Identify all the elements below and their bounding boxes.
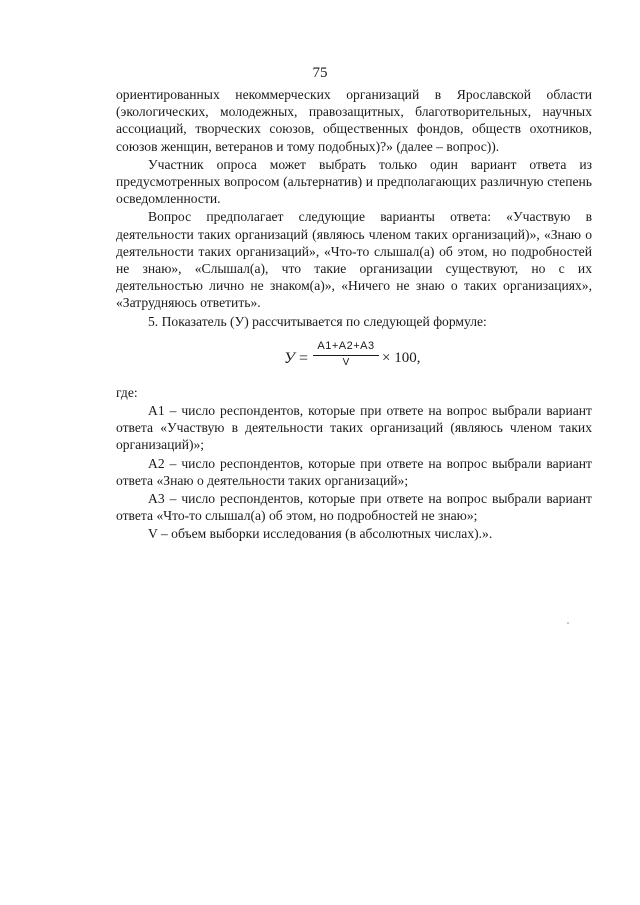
definition-v: V – объем выборки исследования (в абсолютных числах).». [148,526,493,542]
scan-speck [567,622,569,624]
formula-numerator: А1+А2+А3 [313,340,379,356]
formula-denominator: V [342,356,350,368]
paragraph-indicator-formula-intro: 5. Показатель (У) рассчитывается по следующей формуле: [148,313,487,329]
formula-lhs: У [284,349,295,367]
definition-a3: А3 – число респондентов, которые при ответе на вопрос выбрали вариант ответа «Что-то слышал(а) об этом, но подробностей не знаю»; [116,491,592,524]
indicator-formula [116,340,592,382]
where-label: где: [116,384,138,400]
formula-equals: = [299,349,309,367]
paragraph-answer-options: Вопрос предполагает следующие варианты ответа: «Участвую в деятельности таких организаций (являюсь членом таких организаций)», «Знаю о деятельности таких организаций», «Что-то слышал(а) об этом, но подробностей не знаю», «Слышал(а), что такие организации существуют, но с их деятельностью лично не знаком(а)», «Ничего не знаю о таких организациях», «Затрудняюсь ответить». [116,209,592,311]
formula-fraction [313,340,379,369]
paragraph-question-continuation: ориентированных некоммерческих организаций в Ярославской области (экологических, молодежных, правозащитных, благотворительных, научных ассоциаций, творческих союзов, общественных фондов, обществ охотников, союзов женщин, ветеранов и тому подобных)?» (далее – вопрос)). [116,87,592,154]
document-body [116,86,592,543]
page-number: 75 [312,65,328,81]
definition-a2: А2 – число респондентов, которые при ответе на вопрос выбрали вариант ответа «Знаю о деятельности таких организаций»; [116,455,592,488]
paragraph-single-choice: Участник опроса может выбрать только один вариант ответа из предусмотренных вопросом (альтернатив) и предполагающих различную степень осведомленности. [116,156,592,207]
definition-a1: А1 – число респондентов, которые при ответе на вопрос выбрали вариант ответа «Участвую в деятельности таких организаций (являюсь членом таких организаций)»; [116,403,592,453]
formula-multiplier: × 100, [382,349,421,366]
